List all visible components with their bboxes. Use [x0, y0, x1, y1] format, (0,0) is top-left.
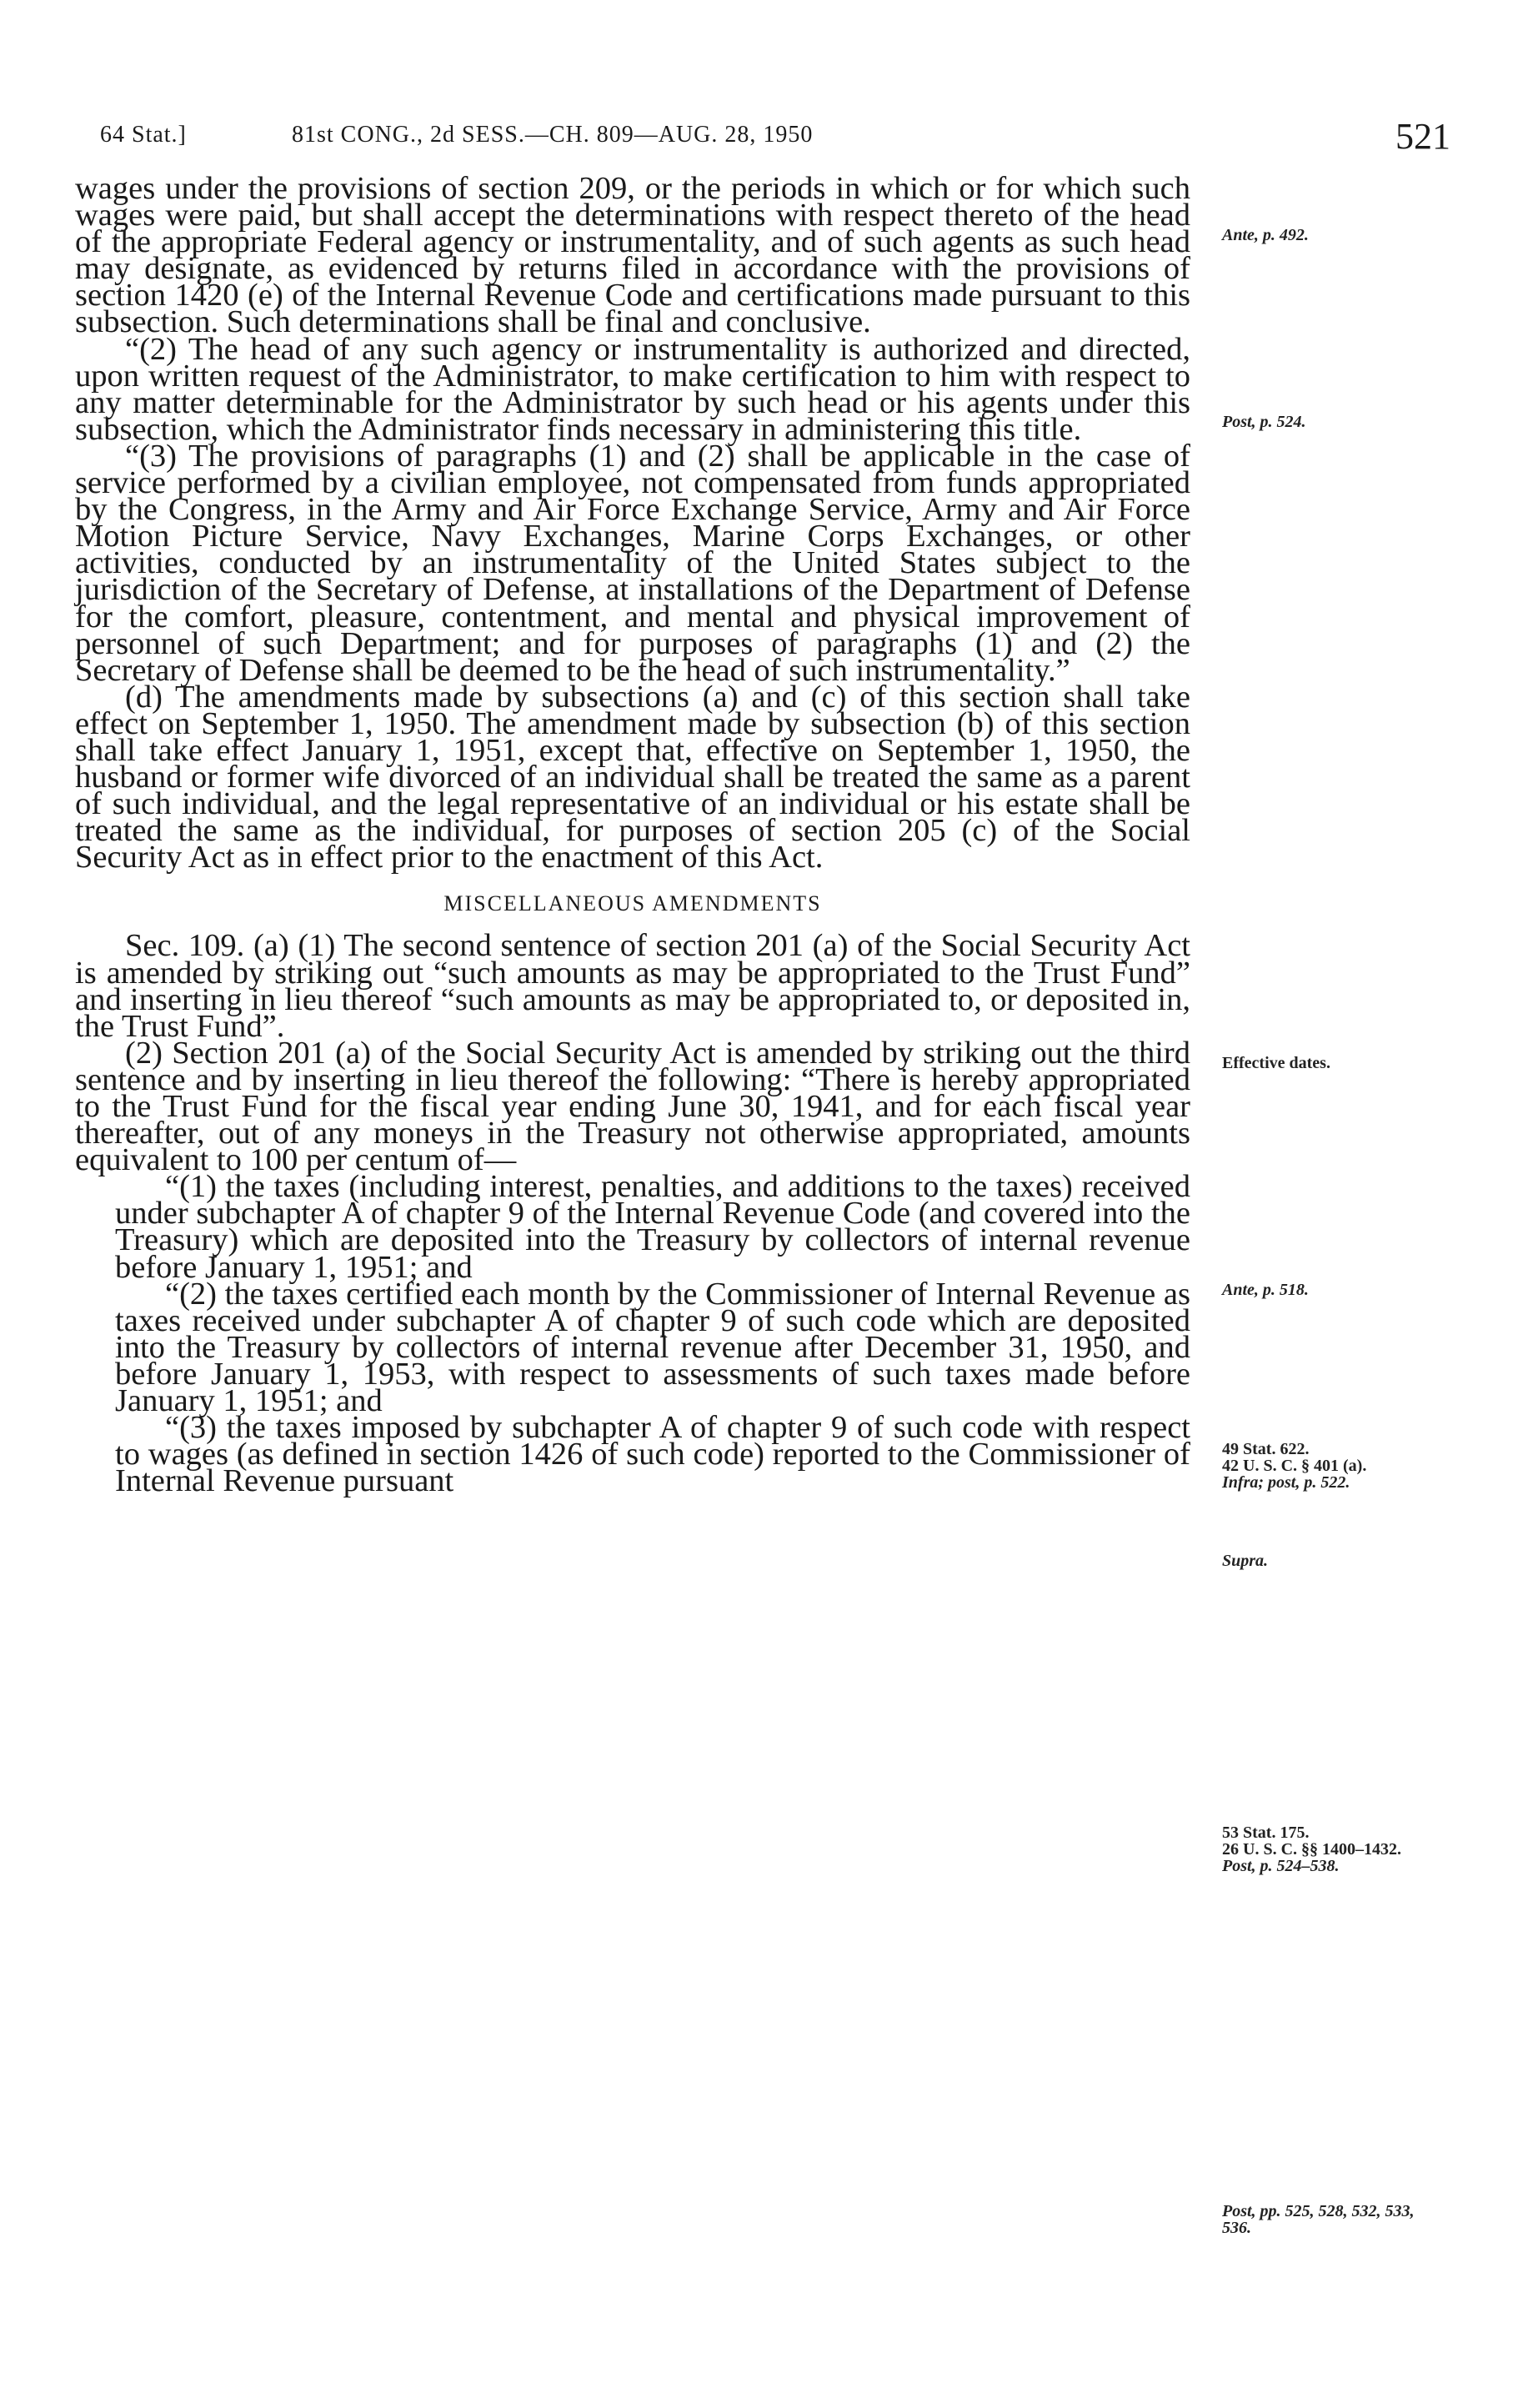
paragraph-subsection-3: “(3) The provisions of paragraphs (1) and (2) shall be applicable in the case of service performed by a civilian employee, not compensated from funds appropriated by the Congress, in the Army and Air Force Exchange Service, Army and Air Force Motion Picture Service, Navy Exchanges, Marine Corps Exchanges, or other activities, conducted by an instrumentality of the United States subject to the jurisdiction of the Secretary of Defense, at installations of the Department of Defense for the comfort, pleasure, contentment, and mental and physical improvement of personnel of such Department; and for purposes of paragraphs (1) and (2) the Secretary of Defense shall be deemed to be the head of such instrumentality.” — [75, 438, 1190, 688]
page-number: 521 — [1395, 116, 1450, 157]
paragraph-subsection-d: (d) The amendments made by subsections (a) and (c) of this section shall take effect on September 1, 1950. The amendment made by subsection (b) of this section shall take effect January 1, 1951, except that, effective on September 1, 1950, the husband or former wife divorced of an individual shall be treated the same as a parent of such individual, and the legal representative of an individual or his estate shall be treated the same as the individual, for purposes of section 205 (c) of the Social Security Act as in effect prior to the enactment of this Act. — [75, 679, 1190, 875]
margin-note-effective-dates: Effective dates. — [1222, 1054, 1330, 1072]
volume-reference: 64 Stat.] — [100, 122, 187, 148]
page-header — [100, 115, 1450, 165]
margin-note-citation: Post, pp. 525, 528, 532, 533, 536. — [1222, 2202, 1415, 2237]
margin-note-citation: 53 Stat. 175. 26 U. S. C. §§ 1400–1432. Post, p. 524–538. — [1222, 1824, 1402, 1875]
paragraph-sec-109-a1: Sec. 109. (a) (1) The second sentence of section 201 (a) of the Social Security Act is amended by striking out “such amounts as may be appropriated to the Trust Fund” and inserting in lieu thereof “such amounts as may be appropriated to, or deposited in, the Trust Fund”. — [75, 928, 1190, 1044]
margin-note-citation: 49 Stat. 622. 42 U. S. C. § 401 (a). Infra; post, p. 522. — [1222, 1440, 1367, 1492]
clause-3: “(3) the taxes imposed by subchapter A of chapter 9 of such code with respect to wages (as defined in section 1426 of such code) reported to the Commissioner of Internal Revenue pursuant — [115, 1410, 1190, 1499]
paragraph-subsection-2: “(2) The head of any such agency or instrumentality is authorized and directed, upon written request of the Administrator, to make certification to him with respect to any matter determinable for the Administrator by such head or his agents under this subsection, which the Administrator finds necessary in administering this title. — [75, 331, 1190, 447]
margin-note: Supra. — [1222, 1552, 1269, 1570]
margin-note: Ante, p. 492. — [1222, 226, 1309, 244]
section-heading: MISCELLANEOUS AMENDMENTS — [443, 891, 822, 916]
session-chapter-line: 81st CONG., 2d SESS.—CH. 809—AUG. 28, 1950 — [292, 122, 814, 148]
paragraph-wages-determination: wages under the provisions of section 209, or the periods in which or for which such wages were paid, but shall accept the determinations with respect thereto of the head of the appropriate Federal agency or instrumentality, and of such agents as such head may designate, as evidenced by returns filed in accordance with the provisions of section 1420 (e) of the Internal Revenue Code and certifications made pursuant to this subsection. Such determinations shall be final and conclusive. — [75, 171, 1190, 340]
clause-1: “(1) the taxes (including interest, penalties, and additions to the taxes) received under subchapter A of chapter 9 of the Internal Revenue Code (and covered into the Treasury) which are deposited into the Treasury by collectors of internal revenue before January 1, 1951; and — [115, 1169, 1190, 1285]
clause-2: “(2) the taxes certified each month by the Commissioner of Internal Revenue as taxes received under subchapter A of chapter 9 of such code which are deposited into the Treasury by collectors of internal revenue after December 31, 1950, and before January 1, 1953, with respect to assessments of such taxes made before January 1, 1951; and — [115, 1276, 1190, 1419]
margin-note: Post, p. 524. — [1222, 413, 1306, 431]
statute-text — [75, 171, 1190, 1499]
margin-note: Ante, p. 518. — [1222, 1281, 1309, 1299]
paragraph-sec-109-a2: (2) Section 201 (a) of the Social Security Act is amended by striking out the third sentence and by inserting in lieu thereof the following: “There is hereby appropriated to the Trust Fund for the fiscal year ending June 30, 1941, and for each fiscal year thereafter, out of any moneys in the Treasury not otherwise appropriated, amounts equivalent to 100 per centum of— — [75, 1035, 1190, 1178]
